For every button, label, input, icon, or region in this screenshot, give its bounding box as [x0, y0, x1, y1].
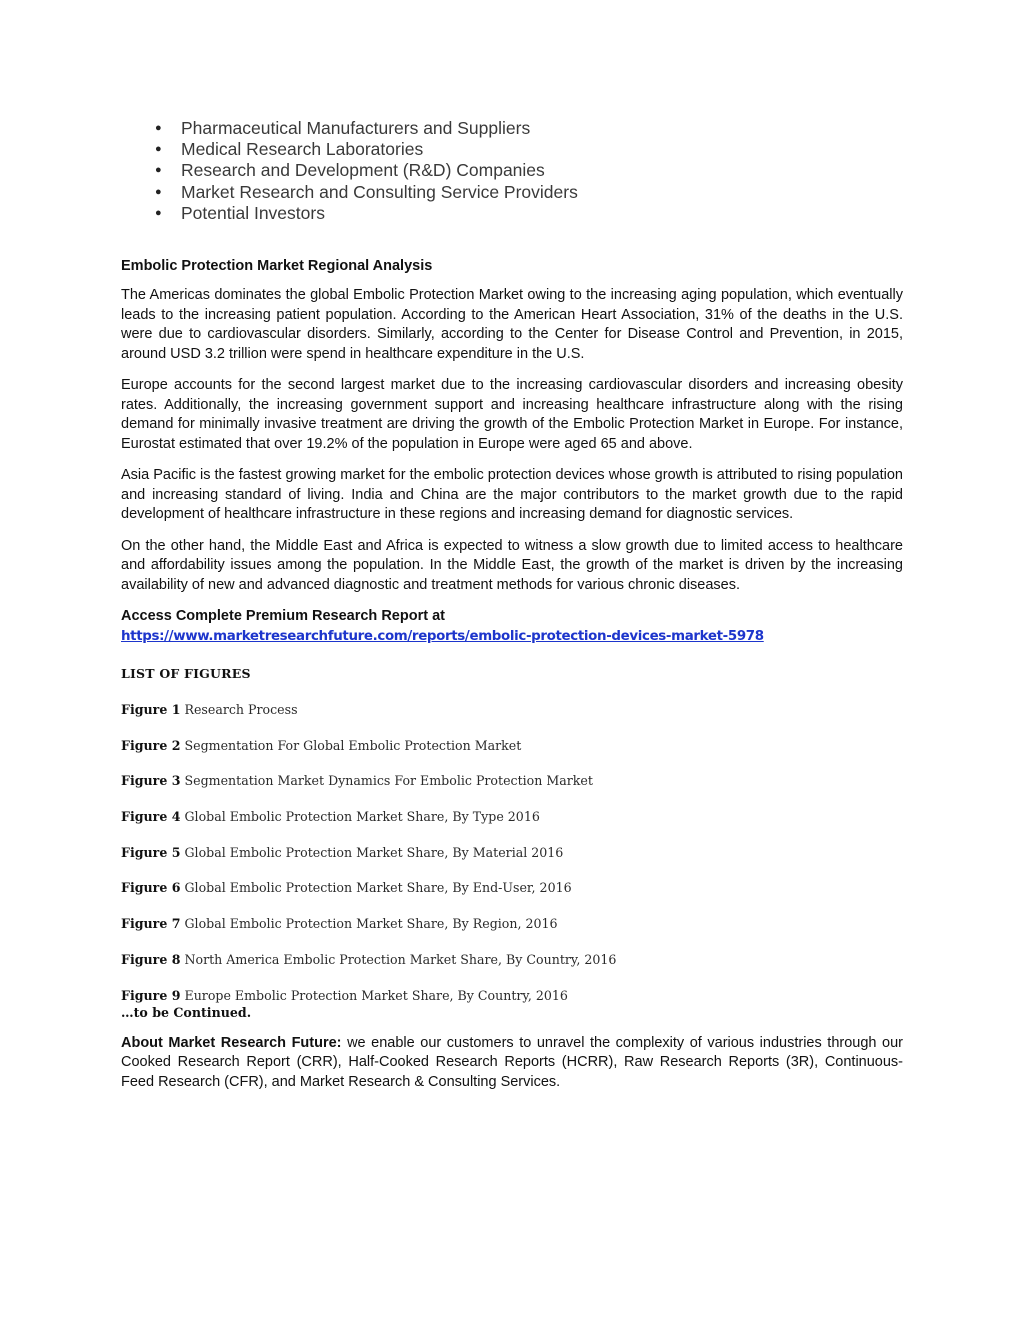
- list-item: [121, 203, 903, 224]
- figure-entry: [121, 845, 903, 861]
- figure-number: Figure 6: [121, 880, 181, 896]
- bullet-icon: ●: [155, 122, 162, 134]
- list-item: [121, 160, 903, 181]
- figure-caption: Global Embolic Protection Market Share, By Type 2016: [184, 809, 540, 825]
- figure-number: Figure 8: [121, 951, 181, 967]
- list-item-text: Potential Investors: [181, 202, 325, 223]
- access-report-label: Access Complete Premium Research Report at: [121, 608, 445, 625]
- figure-caption: Global Embolic Protection Market Share, By Material 2016: [184, 844, 564, 860]
- list-item-text: Market Research and Consulting Service Providers: [181, 181, 578, 202]
- figure-entry: [121, 988, 903, 1004]
- figure-caption: North America Embolic Protection Market Share, By Country, 2016: [184, 951, 617, 967]
- bullet-icon: ●: [155, 164, 162, 177]
- figure-number: Figure 3: [121, 773, 181, 789]
- figure-entry: [121, 916, 903, 932]
- audience-bullet-list: [121, 118, 903, 224]
- regional-analysis-heading: Embolic Protection Market Regional Analysis: [121, 258, 433, 275]
- figure-number: Figure 1: [121, 702, 181, 718]
- figure-number: Figure 4: [121, 809, 181, 825]
- figure-caption: Global Embolic Protection Market Share, By Region, 2016: [184, 916, 558, 932]
- list-item: [121, 139, 903, 160]
- paragraph-asia-pacific: Asia Pacific is the fastest growing market for the embolic protection devices whose growth is attributed to rising population and increasing standard of living. India and China are the major contributors to the market growth due to the rapid development of healthcare infrastructure in these regions and increasing demand for diagnostic services.: [121, 467, 903, 523]
- paragraph-europe: Europe accounts for the second largest market due to the increasing cardiovascular disorders and increasing obesity rates. Additionally, the increasing government support and increasing healthcare infrastructure along with the rising demand for minimally invasive treatment are driving the growth of the Embolic Protection Market in Europe. For instance, Eurostat estimated that over 19.2% of the population in Europe were aged 65 and above.: [121, 377, 903, 452]
- figure-entry: [121, 952, 903, 968]
- list-of-figures-title: LIST OF FIGURES: [121, 666, 251, 682]
- report-link[interactable]: https://www.marketresearchfuture.com/reports/embolic-protection-devices-market-5978: [121, 629, 764, 645]
- figure-caption: Research Process: [184, 702, 298, 718]
- figure-number: Figure 7: [121, 916, 181, 932]
- figure-entry: [121, 773, 903, 789]
- access-report-block: [121, 607, 903, 647]
- about-paragraph: [121, 1034, 903, 1093]
- figure-caption: Segmentation For Global Embolic Protection Market: [184, 737, 522, 753]
- document-page: [121, 118, 903, 1092]
- figure-entry: [121, 880, 903, 896]
- list-item: [121, 118, 903, 139]
- figure-entry: [121, 702, 903, 718]
- about-text: we enable our customers to unravel the complexity of various industries through our Cooked Research Report (CRR), Half-Cooked Research Reports (HCRR), Raw Research Reports (3R), Continuous-Feed Research (CFR), and Market Research & Consulting Services.: [121, 1034, 903, 1090]
- list-item: [121, 182, 903, 203]
- to-be-continued-note: …to be Continued.: [121, 1004, 252, 1020]
- figure-number: Figure 9: [121, 987, 181, 1003]
- figure-number: Figure 5: [121, 844, 181, 860]
- bullet-icon: ●: [155, 143, 162, 156]
- paragraph-middle-east-africa: On the other hand, the Middle East and Africa is expected to witness a slow growth due to limited access to healthcare and affordability issues among the population. In the Middle East, the growth of the market is driven by the increasing availability of new and advanced diagnostic and treatment methods for various chronic diseases.: [121, 537, 903, 593]
- list-item-text: Medical Research Laboratories: [181, 139, 424, 160]
- figure-caption: Global Embolic Protection Market Share, By End-User, 2016: [184, 880, 572, 896]
- list-item-text: Pharmaceutical Manufacturers and Suppliers: [181, 118, 531, 138]
- figure-entry: [121, 738, 903, 754]
- figure-entry: [121, 809, 903, 825]
- about-lead: About Market Research Future:: [121, 1034, 342, 1051]
- figure-caption: Segmentation Market Dynamics For Embolic Protection Market: [184, 773, 593, 789]
- bullet-icon: ●: [155, 185, 162, 198]
- figure-number: Figure 2: [121, 737, 181, 753]
- paragraph-americas: The Americas dominates the global Embolic Protection Market owing to the increasing aging population, which eventually leads to the increasing patient population. According to the American Heart Association, 31% of the deaths in the U.S. were due to cardiovascular disorders. Similarly, according to the Center for Disease Control and Prevention, in 2015, around USD 3.2 trillion were spend in healthcare expenditure in the U.S.: [121, 287, 903, 362]
- figure-caption: Europe Embolic Protection Market Share, By Country, 2016: [184, 987, 568, 1003]
- list-item-text: Research and Development (R&D) Companies: [181, 160, 545, 181]
- bullet-icon: ●: [155, 206, 162, 219]
